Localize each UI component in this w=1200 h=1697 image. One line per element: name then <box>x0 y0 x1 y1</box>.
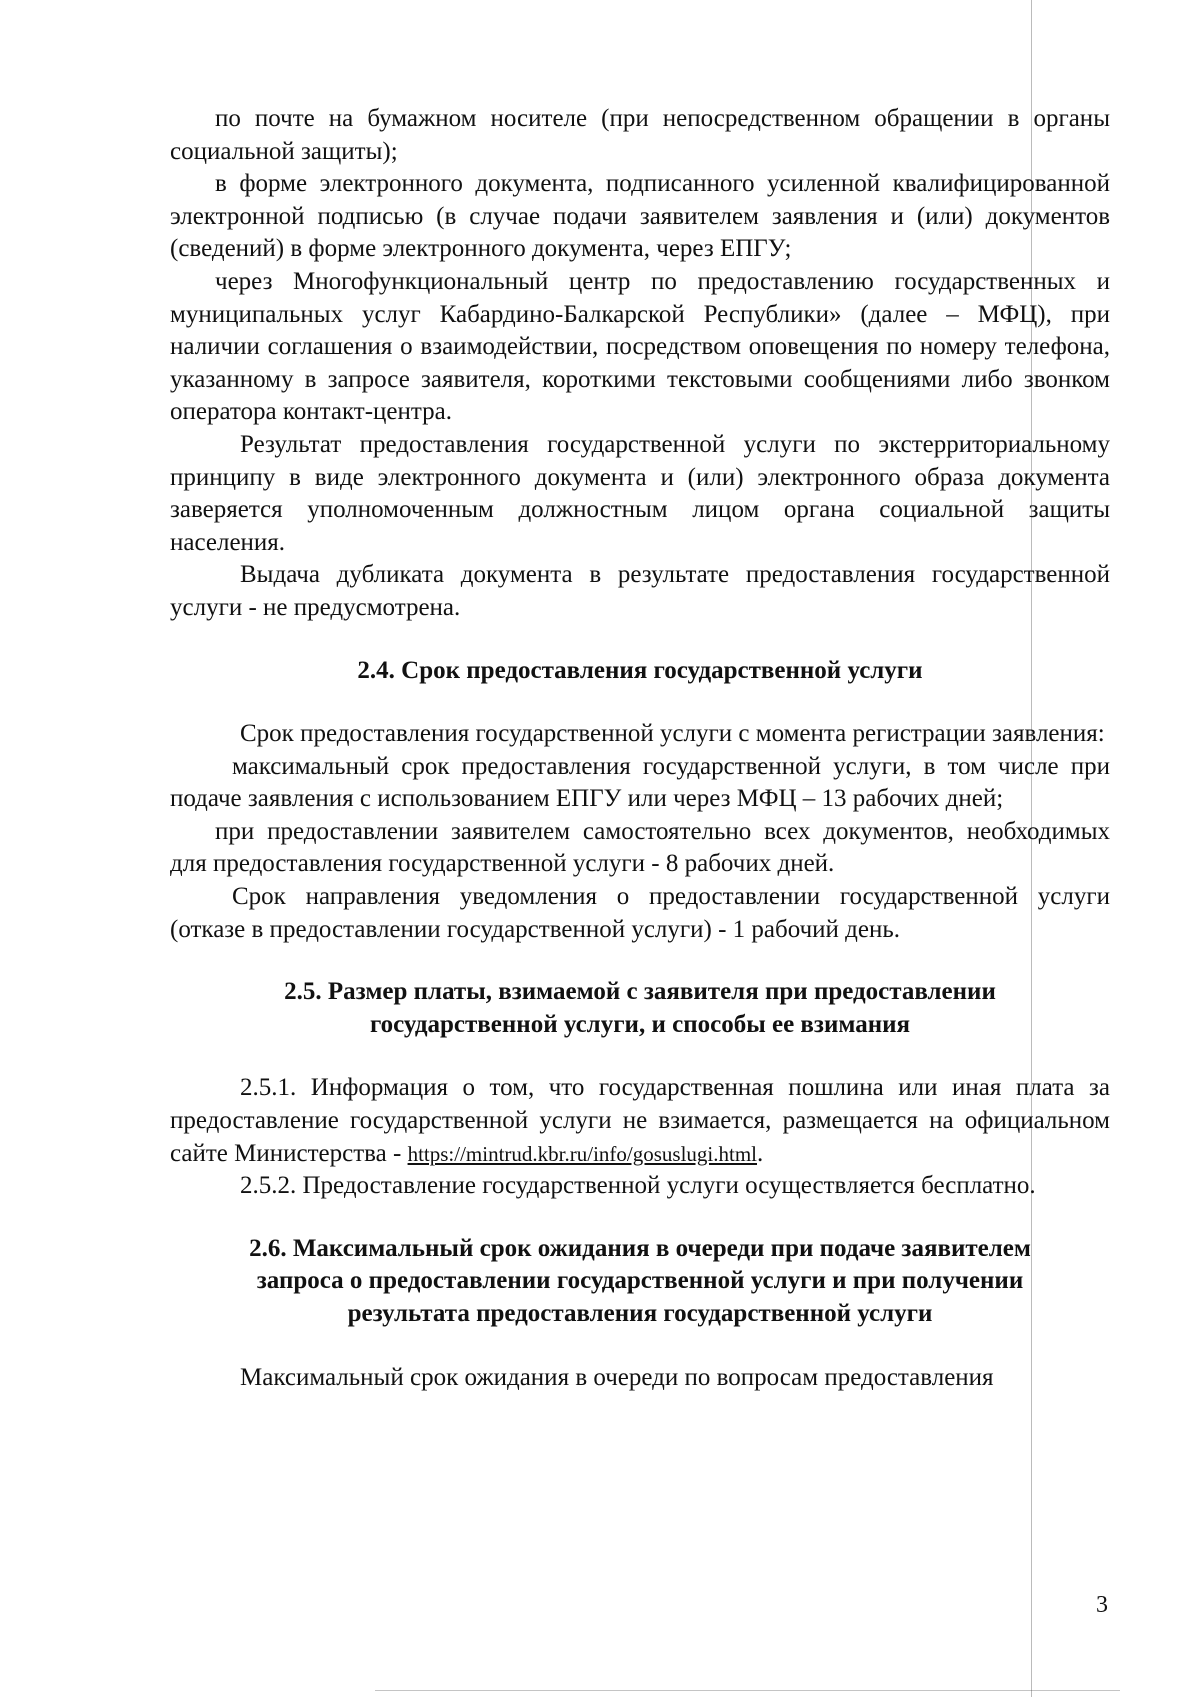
section-2-4-paragraph: Срок направления уведомления о предоставлении государственной услуги (отказе в предоставлении государственной услуги) - 1 рабочий день. <box>170 883 1110 943</box>
section-2-5-heading-line2: государственной услуги, и способы ее взимания <box>369 1010 911 1038</box>
section-2-4-paragraph: при предоставлении заявителем самостоятельно всех документов, необходимых для предоставления государственной услуги - 8 рабочих дней. <box>170 817 1110 878</box>
section-2-5-heading-line1: 2.5. Размер платы, взимаемой с заявителя при предоставлении <box>284 978 996 1006</box>
paragraph-mail: по почте на бумажном носителе (при непосредственном обращении в органы социальной защиты); <box>170 105 1110 165</box>
section-2-5-1-end: . <box>757 1139 764 1167</box>
ministry-website-link[interactable]: https://mintrud.kbr.ru/info/gosuslugi.html <box>407 1141 757 1166</box>
paragraph-result: Результат предоставления государственной услуги по экстерриториальному принципу в виде электронного документа и (или) электронного образа документа заверяется уполномоченным должностным лицом органа социальной защиты населения. <box>170 430 1110 556</box>
paragraph-mfc: через Многофункциональный центр по предоставлению государственных и муниципальных услуг Кабардино-Балкарской Республики» (далее – МФЦ), при наличии соглашения о взаимодействии, посредством оповещения по номеру телефона, указанному в запросе заявителя, короткими текстовыми сообщениями либо звонком оператора контакт-центра. <box>170 267 1110 426</box>
page-number: 3 <box>1096 1592 1108 1618</box>
section-2-6-heading-line2: запроса о предоставлении государственной услуги и при получении <box>256 1267 1024 1295</box>
scan-artifact-bottom-line <box>375 1690 1120 1691</box>
paragraph-electronic-document: в форме электронного документа, подписанного усиленной квалифицированной электронной подписью (в случае подачи заявителем заявления и (или) документов (сведений) в форме электронного документа, через ЕПГУ; <box>170 170 1110 263</box>
section-2-4-heading: 2.4. Срок предоставления государственной услуги <box>357 656 923 684</box>
section-2-6-heading-line1: 2.6. Максимальный срок ожидания в очереди при подаче заявителем <box>249 1234 1031 1262</box>
section-2-6-heading-line3: результата предоставления государственной услуги <box>347 1300 933 1327</box>
paragraph-duplicate: Выдача дубликата документа в результате предоставления государственной услуги - не предусмотрена. <box>170 561 1110 621</box>
section-2-6-paragraph: Максимальный срок ожидания в очереди по вопросам предоставления <box>240 1363 994 1391</box>
section-2-4-paragraph: Срок предоставления государственной услуги с момента регистрации заявления: <box>240 720 1105 748</box>
document-body <box>170 103 1110 1394</box>
section-2-5-1-paragraph <box>170 1072 1110 1170</box>
section-2-4-paragraph: максимальный срок предоставления государственной услуги, в том числе при подаче заявления с использованием ЕПГУ или через МФЦ – 13 рабочих дней; <box>170 752 1110 813</box>
section-2-5-2-paragraph: 2.5.2. Предоставление государственной услуги осуществляется бесплатно. <box>240 1172 1036 1200</box>
section-2-5-1-text: 2.5.1. Информация о том, что государственная пошлина или иная плата за предоставление государственной услуги не взимается, размещается на официальном сайте Министерства - <box>170 1074 1110 1167</box>
